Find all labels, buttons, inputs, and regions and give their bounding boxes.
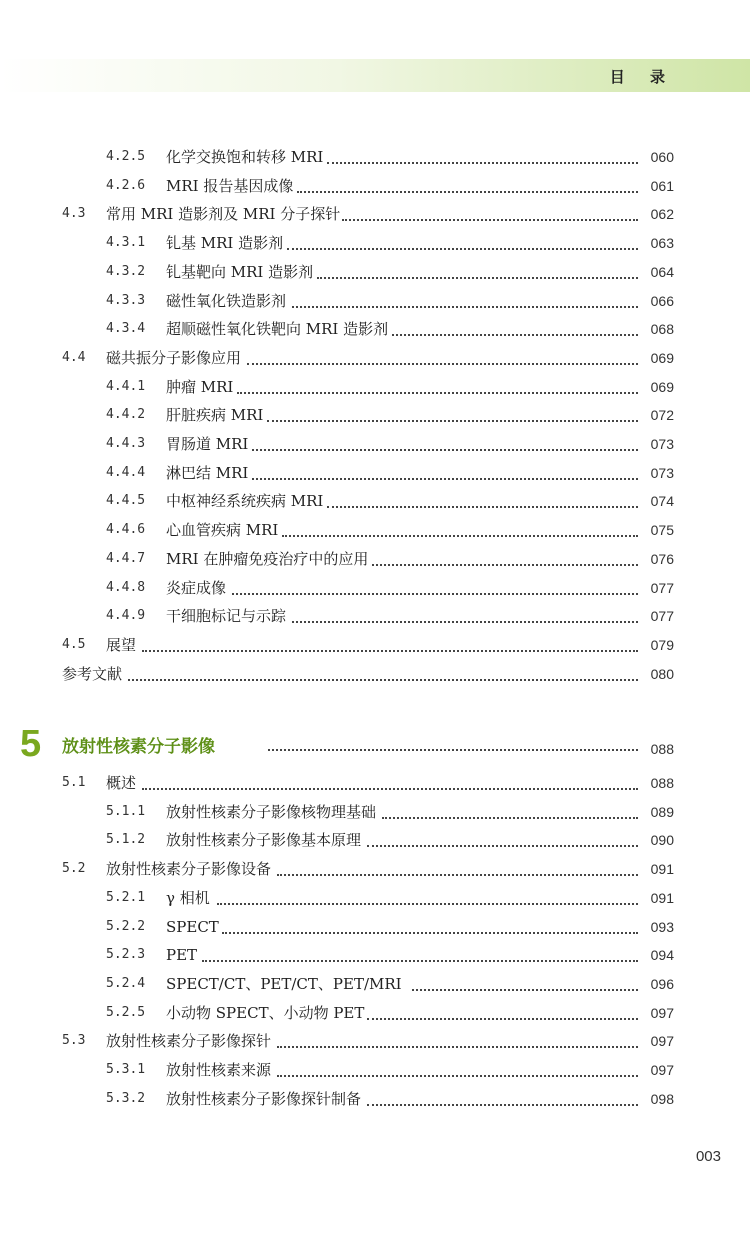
toc-entry-page: 074: [650, 493, 674, 510]
toc-entry-number: 5.2.4: [106, 975, 146, 991]
toc-entry-title: 钆基 MRI 造影剂: [166, 234, 284, 253]
toc-entry[interactable]: [0, 1001, 750, 1025]
toc-entry-title: 超顺磁性氧化铁靶向 MRI 造影剂: [166, 320, 389, 339]
toc-entry-number: 4.4.8: [106, 579, 146, 595]
chapter-leader-dots: [268, 749, 638, 751]
toc-entry-number: 5.2.1: [106, 889, 146, 905]
toc-entry[interactable]: [0, 633, 750, 657]
toc-entry-page: 069: [650, 378, 674, 395]
toc-entry-title: 展望: [106, 635, 137, 654]
toc-entry-page: 076: [650, 550, 674, 567]
toc-entry[interactable]: [0, 800, 750, 824]
toc-entry-title: 参考文献: [62, 664, 123, 683]
toc-entry[interactable]: [0, 1058, 750, 1082]
toc-entry-number: 4.4.6: [106, 522, 146, 538]
toc-entry[interactable]: [0, 662, 750, 686]
toc-entry-number: 4.4.9: [106, 608, 146, 624]
toc-leader-dots: [247, 360, 638, 365]
toc-entry-page: 069: [650, 349, 674, 366]
chapter-page: 088: [650, 741, 674, 757]
toc-entry-number: 5.1.1: [106, 803, 146, 819]
chapter-number: 5: [20, 723, 42, 765]
toc-entry[interactable]: [0, 1087, 750, 1111]
toc-entry-page: 072: [650, 407, 674, 424]
toc-entry-title: 化学交换饱和转移 MRI: [166, 148, 324, 166]
toc-leader-dots: [277, 1072, 638, 1077]
toc-entry-number: 5.3.1: [106, 1062, 146, 1077]
toc-entry-title: 肿瘤 MRI: [166, 377, 234, 396]
toc-entry-title: 放射性核素分子影像基本原理: [166, 831, 362, 850]
toc-entry[interactable]: [0, 432, 750, 456]
toc-entry[interactable]: [0, 202, 750, 226]
toc-entry-title: 炎症成像: [166, 578, 227, 597]
toc-entry-number: 5.3: [62, 1033, 86, 1049]
toc-leader-dots: [292, 303, 638, 308]
toc-entry-number: 4.3: [62, 206, 86, 222]
toc-entry[interactable]: [0, 145, 750, 169]
toc-leader-dots: [317, 274, 638, 279]
toc-entry-title: 中枢神经系统疾病 MRI: [166, 492, 324, 511]
toc-entry-page: 091: [650, 889, 674, 906]
toc-entry-page: 088: [650, 775, 674, 791]
toc-entry-number: 5.2.5: [106, 1004, 146, 1020]
toc-entry-number: 5.2.2: [106, 918, 146, 934]
toc-leader-dots: [142, 647, 638, 652]
toc-entry-number: 4.3.1: [106, 235, 146, 251]
toc-entry-number: 5.1.2: [106, 832, 146, 848]
toc-entry-number: 4.3.2: [106, 263, 146, 279]
toc-entry-title: 胃肠道 MRI: [166, 435, 249, 453]
toc-entry[interactable]: [0, 828, 750, 852]
toc-leader-dots: [222, 929, 638, 934]
toc-entry-page: 066: [650, 292, 674, 309]
toc-entry-title: 肝脏疾病 MRI: [166, 406, 264, 425]
toc-leader-dots: [392, 331, 638, 336]
toc-entry-title: SPECT/CT、PET/CT、PET/MRI: [166, 974, 402, 993]
toc-leader-dots: [382, 814, 638, 819]
toc-entry-page: 080: [650, 665, 674, 682]
toc-entry-number: 4.4.2: [106, 407, 146, 423]
toc-entry[interactable]: [0, 461, 750, 485]
toc-entry[interactable]: [0, 403, 750, 427]
toc-entry-page: 077: [650, 579, 674, 596]
toc-entry-page: 077: [650, 608, 674, 625]
toc-leader-dots: [412, 986, 638, 991]
toc-leader-dots: [142, 785, 638, 790]
toc-entry-title: 小动物 SPECT、小动物 PET: [166, 1003, 365, 1022]
toc-entry[interactable]: [0, 857, 750, 881]
toc-entry[interactable]: [0, 375, 750, 399]
toc-entry[interactable]: [0, 886, 750, 910]
toc-entry[interactable]: [0, 260, 750, 284]
toc-entry-title: 常用 MRI 造影剂及 MRI 分子探针: [106, 205, 341, 224]
toc-entry-page: 061: [650, 177, 674, 194]
toc-entry-number: 5.1: [62, 775, 86, 790]
toc-leader-dots: [128, 676, 638, 681]
toc-entry-page: 075: [650, 522, 674, 539]
toc-entry-page: 090: [650, 832, 674, 849]
toc-entry[interactable]: [0, 1029, 750, 1053]
toc-entry-number: 4.4.5: [106, 493, 146, 509]
toc-entry-number: 5.3.2: [106, 1090, 146, 1106]
toc-entry-page: 064: [650, 263, 674, 280]
toc-entry[interactable]: [0, 346, 750, 370]
toc-leader-dots: [342, 216, 638, 221]
toc-entry[interactable]: [0, 317, 750, 341]
toc-leader-dots: [232, 590, 638, 595]
toc-entry-page: 060: [650, 149, 674, 165]
toc-leader-dots: [277, 871, 638, 876]
toc-entry-page: 093: [650, 918, 674, 935]
toc-entry-title: 放射性核素分子影像设备: [106, 860, 272, 879]
toc-entry-number: 4.2.5: [106, 149, 146, 164]
toc-entry-title: MRI 报告基因成像: [166, 176, 294, 195]
toc-entry-title: 干细胞标记与示踪: [166, 607, 287, 626]
toc-entry[interactable]: [0, 915, 750, 939]
chapter-title[interactable]: 放射性核素分子影像: [62, 737, 215, 757]
toc-entry-page: 073: [650, 436, 674, 452]
toc-entry-page: 097: [650, 1004, 674, 1021]
toc-leader-dots: [237, 389, 638, 394]
toc-entry[interactable]: [0, 771, 750, 795]
toc-entry-title: 钆基靶向 MRI 造影剂: [166, 262, 314, 281]
toc-leader-dots: [277, 1043, 638, 1048]
header-title: 目 录: [609, 68, 675, 86]
toc-entry[interactable]: [0, 604, 750, 628]
toc-entry-number: 4.4: [62, 349, 86, 365]
toc-leader-dots: [287, 245, 638, 250]
toc-leader-dots: [297, 188, 638, 193]
toc-entry[interactable]: [0, 547, 750, 571]
toc-leader-dots: [327, 159, 638, 164]
toc-entry-page: 062: [650, 206, 674, 223]
toc-entry-number: 4.4.3: [106, 436, 146, 451]
toc-entry-number: 4.4.1: [106, 378, 146, 394]
toc-entry-number: 4.4.4: [106, 464, 146, 480]
toc-entry-page: 096: [650, 975, 674, 992]
page-number: 003: [695, 1148, 721, 1165]
toc-entry-page: 097: [650, 1033, 674, 1050]
toc-entry-number: 5.2.3: [106, 947, 146, 963]
toc-entry-title: γ 相机: [166, 888, 210, 907]
toc-leader-dots: [327, 503, 638, 508]
toc-entry-page: 094: [650, 947, 674, 964]
toc-entry-page: 068: [650, 321, 674, 338]
toc-entry-number: 5.2: [62, 861, 86, 877]
toc-entry-title: 概述: [106, 774, 137, 792]
toc-entry[interactable]: [0, 489, 750, 513]
toc-entry-title: 心血管疾病 MRI: [166, 521, 279, 540]
toc-leader-dots: [367, 1101, 638, 1106]
toc-entry-title: 放射性核素分子影像探针: [106, 1032, 272, 1051]
toc-entry[interactable]: [0, 576, 750, 600]
toc-entry-title: 放射性核素分子影像核物理基础: [166, 802, 377, 821]
toc-entry-page: 089: [650, 803, 674, 820]
toc-entry[interactable]: [0, 231, 750, 255]
toc-entry-page: 097: [650, 1062, 674, 1078]
toc-entry-title: PET: [166, 946, 198, 965]
toc-leader-dots: [202, 957, 638, 962]
toc-entry[interactable]: [0, 518, 750, 542]
toc-entry-title: 淋巴结 MRI: [166, 463, 249, 482]
toc-entry-number: 4.3.3: [106, 292, 146, 308]
toc-leader-dots: [252, 475, 638, 480]
toc-entry[interactable]: [0, 972, 750, 996]
toc-leader-dots: [372, 561, 638, 566]
toc-leader-dots: [367, 842, 638, 847]
toc-entry[interactable]: [0, 943, 750, 967]
toc-entry-page: 063: [650, 235, 674, 252]
toc-entry-title: 放射性核素来源: [166, 1061, 272, 1079]
toc-entry-number: 4.3.4: [106, 321, 146, 337]
toc-entry-title: MRI 在肿瘤免疫治疗中的应用: [166, 549, 369, 568]
toc-entry-page: 073: [650, 464, 674, 481]
toc-leader-dots: [267, 417, 638, 422]
toc-entry-page: 079: [650, 636, 674, 653]
toc-entry[interactable]: [0, 289, 750, 313]
toc-leader-dots: [252, 446, 638, 451]
toc-entry-page: 091: [650, 861, 674, 878]
toc-leader-dots: [282, 532, 638, 537]
toc-entry-number: 4.4.7: [106, 550, 146, 566]
toc-entry-page: 098: [650, 1090, 674, 1107]
toc-entry-title: 磁共振分子影像应用: [106, 348, 242, 367]
toc-leader-dots: [292, 618, 638, 623]
toc-entry-title: 磁性氧化铁造影剂: [166, 291, 287, 310]
toc-entry-title: 放射性核素分子影像探针制备: [166, 1089, 362, 1108]
toc-entry-title: SPECT: [166, 917, 219, 936]
toc-entry-number: 4.2.6: [106, 177, 146, 193]
toc-entry-number: 4.5: [62, 636, 86, 652]
toc-leader-dots: [217, 900, 638, 905]
toc-leader-dots: [367, 1015, 638, 1020]
toc-entry[interactable]: [0, 174, 750, 198]
